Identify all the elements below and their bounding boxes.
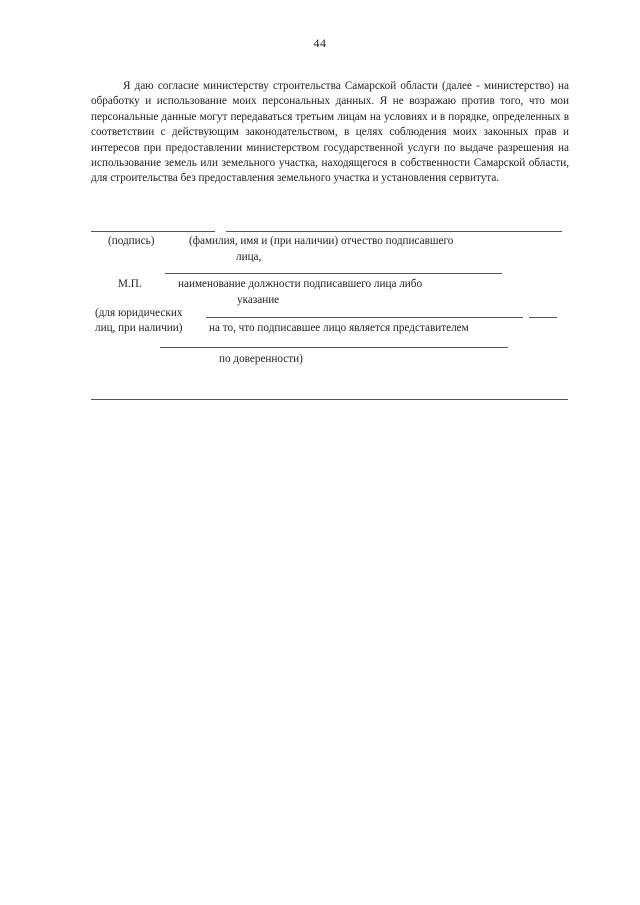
position-label-line2: указание — [237, 294, 280, 306]
consent-paragraph: Я даю согласие министерству строительства Самарской области (далее - министерство) на обработку и использование моих персональных данных. Я не возражаю против того, что мои персональные данные могут передаваться третьим лицам на условиях и в порядке, определенных в соответствии с действующим законодательством, в целях соблюдения моих законных прав и интересов при предоставлении министерством государственной услуги по выдаче разрешения на использование земель или земельного участка, находящегося в собственности Самарской области, для строительства без предоставления земельного участка и установления сервитута. — [91, 80, 569, 185]
page-number: 44 — [313, 36, 327, 50]
name-label-line2: лица, — [236, 251, 262, 263]
representative-line-tail — [529, 317, 557, 318]
bottom-divider — [91, 399, 568, 400]
legal-entity-label-line2: лиц, при наличии) — [95, 322, 183, 334]
name-label-line1: (фамилия, имя и (при наличии) отчество подписавшего — [189, 235, 454, 247]
position-line — [165, 273, 502, 274]
name-line — [226, 231, 562, 232]
stamp-label: М.П. — [118, 278, 142, 290]
position-label-line1: наименование должности подписавшего лица либо — [178, 278, 423, 290]
proxy-line — [160, 347, 508, 348]
signature-line — [91, 231, 215, 232]
legal-entity-label-line1: (для юридических — [95, 307, 183, 319]
representative-label: на то, что подписавшее лицо является представителем — [209, 322, 469, 334]
proxy-label: по доверенности) — [219, 353, 303, 365]
signature-label: (подпись) — [108, 235, 155, 247]
representative-line — [206, 317, 523, 318]
